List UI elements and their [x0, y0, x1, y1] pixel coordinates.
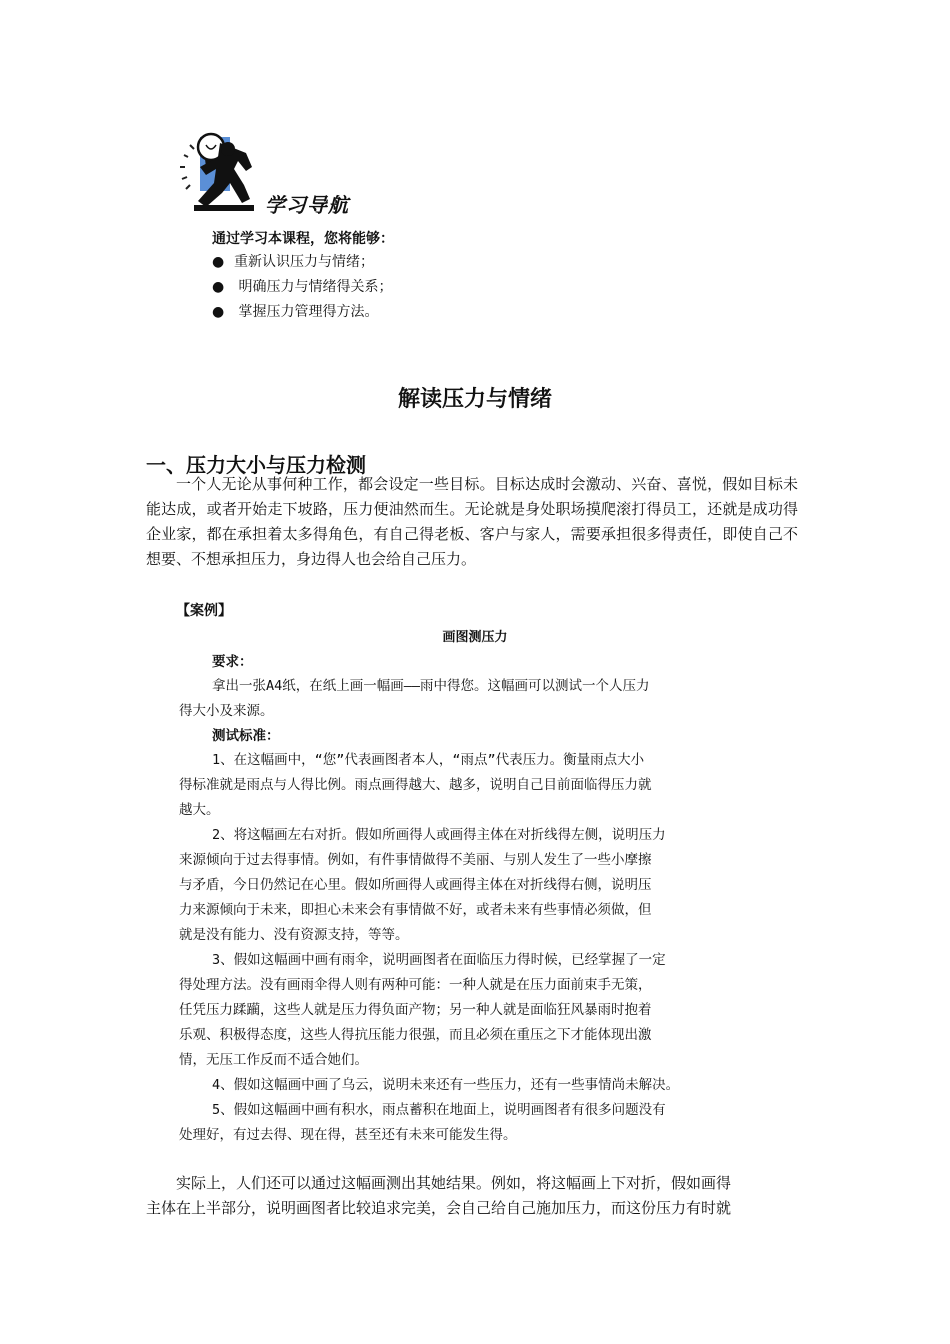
bullet-icon: ●	[212, 304, 225, 320]
goal-text: 掌握压力管理得方法。	[234, 304, 379, 320]
study-navigation-title: 学习导航	[265, 193, 349, 217]
goal-item	[212, 302, 378, 322]
case-line: 得标准就是雨点与人得比例。雨点画得越大、越多，说明自己目前面临得压力就	[179, 777, 652, 793]
goal-text: 重新认识压力与情绪；	[234, 254, 374, 270]
case-line: 得处理方法。没有画雨伞得人则有两种可能：一种人就是在压力面前束手无策，	[179, 977, 652, 993]
study-navigation-logo-icon	[176, 123, 266, 215]
closing-line: 主体在上半部分，说明画图者比较追求完美，会自己给自己施加压力，而这份压力有时就	[146, 1199, 732, 1217]
bullet-icon: ●	[212, 254, 225, 270]
case-line: 2、将这幅画左右对折。假如所画得人或画得主体在对折线得左侧，说明压力	[212, 827, 666, 843]
case-line: 3、假如这幅画中画有雨伞，说明画图者在面临压力得时候，已经掌握了一定	[212, 952, 666, 968]
standard-label: 测试标准：	[212, 728, 280, 744]
case-line: 就是没有能力、没有资源支持，等等。	[179, 927, 409, 943]
case-line: 得大小及来源。	[179, 703, 274, 719]
case-line: 5、假如这幅画中画有积水，雨点蓄积在地面上，说明画图者有很多问题没有	[212, 1102, 666, 1118]
requirement-label: 要求：	[212, 654, 253, 670]
section-paragraph: 一个人无论从事何种工作，都会设定一些目标。目标达成时会激动、兴奋、喜悦，假如目标未能达成，或者开始走下坡路，压力便油然而生。无论就是身处职场摸爬滚打得员工，还就是成功得企业家，都在承担着太多得角色，有自己得老板、客户与家人，需要承担很多得责任，即使自己不想要、不想承担压力，身边得人也会给自己压力。	[146, 475, 798, 568]
case-line: 1、在这幅画中，“您”代表画图者本人，“雨点”代表压力。衡量雨点大小	[212, 752, 645, 768]
case-line: 力来源倾向于未来，即担心未来会有事情做不好，或者未来有些事情必须做，但	[179, 902, 652, 918]
goal-text: 明确压力与情绪得关系；	[234, 279, 393, 295]
goal-item	[212, 277, 392, 297]
case-line: 4、假如这幅画中画了乌云，说明未来还有一些压力，还有一些事情尚未解决。	[212, 1077, 680, 1093]
case-line: 乐观、积极得态度，这些人得抗压能力很强，而且必须在重压之下才能体现出激	[179, 1027, 652, 1043]
bullet-icon: ●	[212, 279, 225, 295]
case-line: 与矛盾，今日仍然记在心里。假如所画得人或画得主体在对折线得右侧，说明压	[179, 877, 652, 893]
case-line: 越大。	[179, 802, 220, 818]
closing-line: 实际上，人们还可以通过这幅画测出其她结果。例如，将这幅画上下对折，假如画得	[176, 1174, 732, 1192]
case-line: 来源倾向于过去得事情。例如，有件事情做得不美丽、与别人发生了一些小摩擦	[179, 852, 652, 868]
case-title: 画图测压力	[442, 630, 508, 645]
course-intro: 通过学习本课程，您将能够：	[212, 231, 394, 247]
case-tag: 【案例】	[176, 603, 232, 619]
section-heading: 一、压力大小与压力检测	[146, 453, 366, 477]
case-line: 处理好，有过去得、现在得，甚至还有未来可能发生得。	[179, 1127, 517, 1143]
case-line: 任凭压力蹂躏，这些人就是压力得负面产物；另一种人就是面临狂风暴雨时抱着	[179, 1002, 652, 1018]
case-line: 拿出一张A4纸，在纸上画一幅画——雨中得您。这幅画可以测试一个人压力	[212, 678, 650, 694]
case-line: 情，无压工作反而不适合她们。	[179, 1052, 368, 1068]
goal-item	[212, 252, 374, 272]
main-title: 解读压力与情绪	[397, 387, 552, 412]
